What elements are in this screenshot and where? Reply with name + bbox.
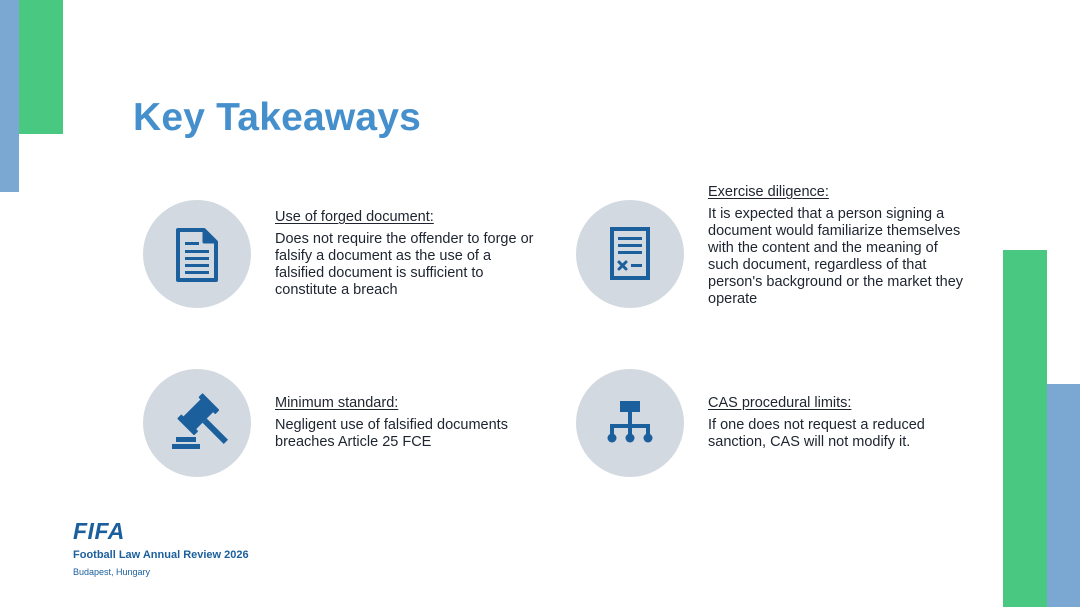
- decorative-bar-green-bottom: [1003, 250, 1047, 607]
- takeaway-cas-procedural-limits: [708, 395, 970, 451]
- contract-signature-icon: [576, 200, 684, 308]
- takeaway-text: Does not require the offender to forge or falsify a document as the use of a falsified document is sufficient to constitute a breach: [275, 231, 534, 298]
- takeaway-text: If one does not request a reduced sanction, CAS will not modify it.: [708, 417, 925, 450]
- takeaway-heading: Use of forged document:: [275, 209, 434, 225]
- takeaway-heading: Minimum standard:: [275, 395, 399, 411]
- page-title: Key Takeaways: [133, 96, 422, 139]
- document-icon: [143, 200, 251, 308]
- decorative-bar-blue-top: [0, 0, 19, 192]
- takeaway-exercise-diligence: [708, 184, 970, 308]
- takeaway-text: It is expected that a person signing a document would familiarize themselves with the content and the meaning of such document, regardless of that person's background or the market they operate: [708, 206, 964, 307]
- takeaway-heading: Exercise diligence:: [708, 184, 829, 200]
- takeaway-forged-document: [275, 209, 537, 299]
- takeaway-text: Negligent use of falsified documents breaches Article 25 FCE: [275, 417, 508, 450]
- gavel-icon: [143, 369, 251, 477]
- fifa-logo: FIFA: [73, 518, 125, 544]
- takeaway-minimum-standard: [275, 395, 537, 451]
- decorative-bar-blue-bottom: [1047, 384, 1080, 607]
- event-location: Budapest, Hungary: [73, 567, 151, 577]
- footer: [73, 518, 249, 578]
- event-name: Football Law Annual Review 2026: [73, 549, 249, 561]
- hierarchy-icon: [576, 369, 684, 477]
- decorative-bar-green-top: [19, 0, 63, 134]
- takeaway-heading: CAS procedural limits:: [708, 395, 852, 411]
